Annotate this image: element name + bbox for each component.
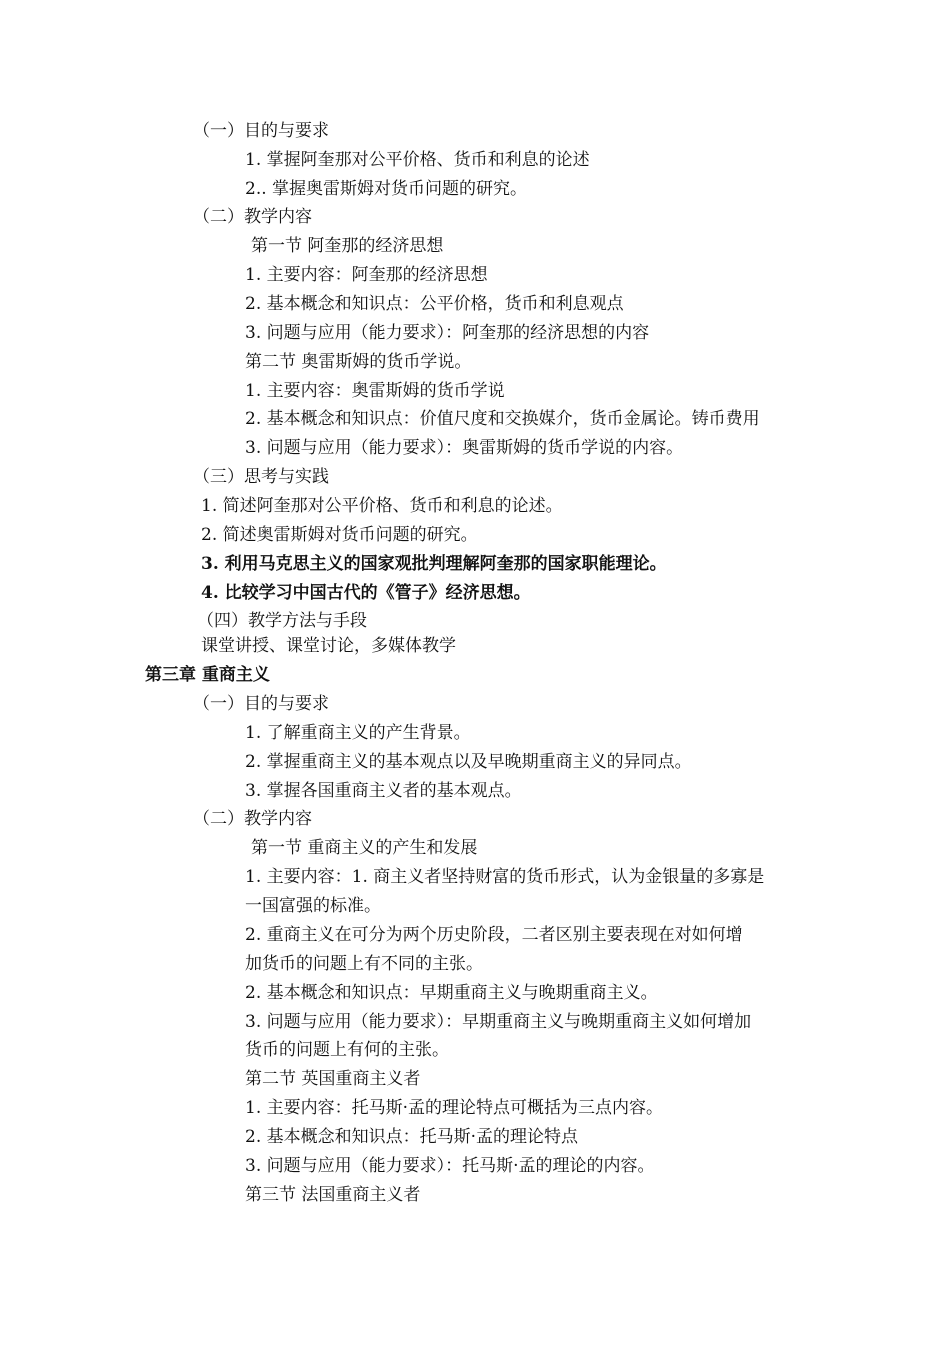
subsection-title: 第一节 重商主义的产生和发展 (251, 838, 478, 858)
list-item: 1. 掌握阿奎那对公平价格、货币和利息的论述 (245, 150, 590, 170)
list-item: 2. 基本概念和知识点：托马斯·孟的理论特点 (245, 1127, 579, 1147)
list-item: 2. 简述奥雷斯姆对货币问题的研究。 (201, 525, 478, 545)
list-item: 3. 问题与应用（能力要求）：托马斯·孟的理论的内容。 (245, 1156, 655, 1176)
list-item: 2. 基本概念和知识点：价值尺度和交换媒介，货币金属论。铸币费用 (245, 409, 760, 429)
list-item: 3. 掌握各国重商主义者的基本观点。 (245, 781, 522, 801)
list-item-continued: 一国富强的标准。 (245, 896, 381, 916)
section-heading: （四）教学方法与手段 (197, 611, 367, 631)
list-item: 2. 重商主义在可分为两个历史阶段，二者区别主要表现在对如何增 (245, 925, 743, 945)
section-heading: （一）目的与要求 (193, 121, 329, 141)
subsection-title: 第三节 法国重商主义者 (245, 1185, 421, 1205)
chapter-title: 第三章 重商主义 (145, 665, 270, 685)
list-item: 1. 主要内容：托马斯·孟的理论特点可概括为三点内容。 (245, 1098, 664, 1118)
subsection-title: 第一节 阿奎那的经济思想 (251, 236, 444, 256)
section-heading: （二）教学内容 (193, 809, 312, 829)
list-item-continued: 加货币的问题上有不同的主张。 (245, 954, 483, 974)
list-item: 2. 基本概念和知识点：早期重商主义与晚期重商主义。 (245, 983, 658, 1003)
list-item: 3. 问题与应用（能力要求）：奥雷斯姆的货币学说的内容。 (245, 438, 684, 458)
list-item: 1. 主要内容：阿奎那的经济思想 (245, 265, 488, 285)
section-heading: （一）目的与要求 (193, 694, 329, 714)
list-item-bold: 4. 比较学习中国古代的《管子》经济思想。 (201, 583, 531, 603)
list-item-continued: 货币的问题上有何的主张。 (245, 1040, 449, 1060)
list-item: 1. 主要内容：奥雷斯姆的货币学说 (245, 381, 505, 401)
list-item: 2. 掌握重商主义的基本观点以及早晚期重商主义的异同点。 (245, 752, 692, 772)
list-item-bold: 3. 利用马克思主义的国家观批判理解阿奎那的国家职能理论。 (201, 554, 667, 574)
subsection-title: 第二节 英国重商主义者 (245, 1069, 421, 1089)
list-item: 2.. 掌握奥雷斯姆对货币问题的研究。 (245, 179, 528, 199)
list-item: 3. 问题与应用（能力要求）：早期重商主义与晚期重商主义如何增加 (245, 1012, 752, 1032)
body-text: 课堂讲授、课堂讨论，多媒体教学 (201, 636, 456, 656)
list-item: 1. 简述阿奎那对公平价格、货币和利息的论述。 (201, 496, 563, 516)
subsection-title: 第二节 奥雷斯姆的货币学说。 (245, 352, 472, 372)
list-item: 1. 主要内容：1. 商主义者坚持财富的货币形式，认为金银量的多寡是 (245, 867, 765, 887)
list-item: 2. 基本概念和知识点：公平价格，货币和利息观点 (245, 294, 624, 314)
list-item: 3. 问题与应用（能力要求）：阿奎那的经济思想的内容 (245, 323, 650, 343)
section-heading: （二）教学内容 (193, 207, 312, 227)
list-item: 1. 了解重商主义的产生背景。 (245, 723, 471, 743)
section-heading: （三）思考与实践 (193, 467, 329, 487)
